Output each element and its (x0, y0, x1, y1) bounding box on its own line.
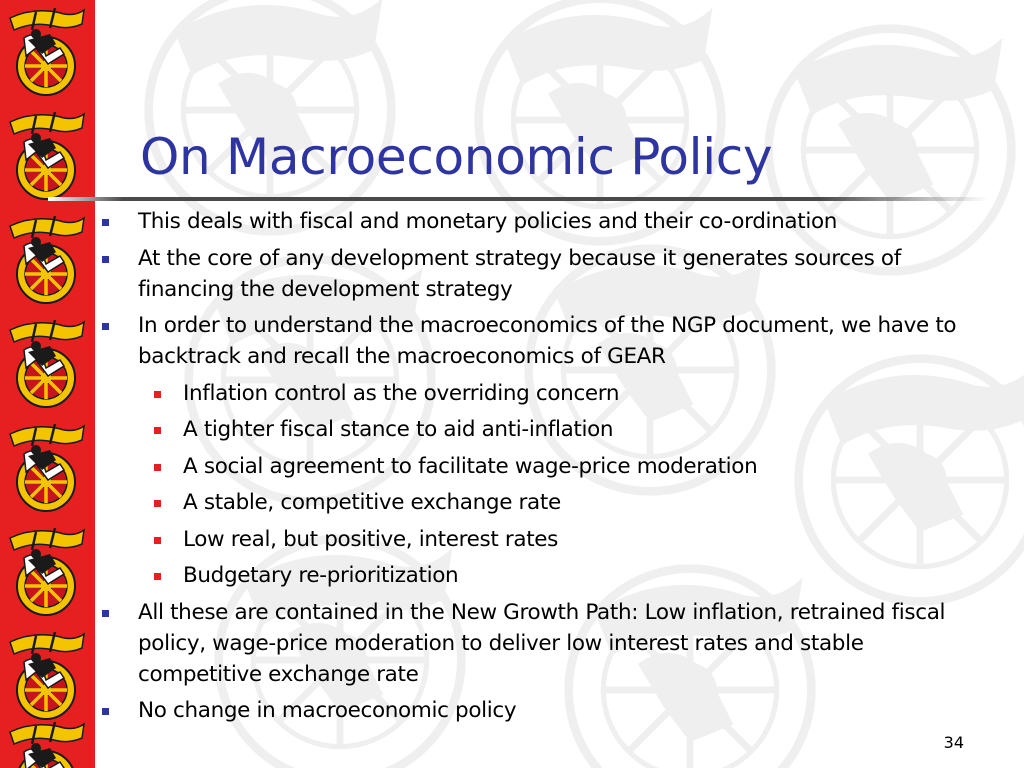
bullet-text: No change in macroeconomic policy (138, 698, 517, 723)
bullet-list (100, 206, 980, 732)
bullet-text: This deals with fiscal and monetary policies and their co-ordination (138, 209, 838, 234)
square-bullet-icon (102, 323, 109, 330)
bullet-text: Low real, but positive, interest rates (183, 526, 559, 552)
square-bullet-icon (154, 537, 161, 544)
bullet-text: At the core of any development strategy because it generates sources of financing the development strategy (138, 245, 901, 302)
cosatu-watermark-icon (140, 0, 400, 240)
page-number: 34 (943, 733, 964, 752)
cosatu-logo-icon (6, 628, 88, 722)
bullet-text: Inflation control as the overriding concern (183, 380, 620, 406)
bullet-item (100, 310, 980, 372)
sub-bullet-item (100, 378, 980, 409)
square-bullet-icon (102, 219, 109, 226)
bullet-text: A stable, competitive exchange rate (183, 490, 561, 515)
bullet-item (100, 206, 980, 237)
bullet-text: A tighter fiscal stance to aid anti-inflation (183, 417, 614, 442)
sub-bullet-item (100, 487, 980, 518)
bullet-item (100, 597, 980, 690)
square-bullet-icon (154, 391, 161, 398)
sidebar-logo-strip (0, 0, 95, 768)
sub-bullet-item (100, 524, 980, 555)
square-bullet-icon (102, 610, 109, 617)
square-bullet-icon (102, 708, 109, 715)
cosatu-logo-icon (6, 420, 88, 514)
square-bullet-icon (154, 500, 161, 507)
title-divider (48, 197, 988, 201)
bullet-text: A social agreement to facilitate wage-price moderation (183, 453, 758, 479)
bullet-text: All these are contained in the New Growth Path: Low inflation, retrained fiscal policy, wage-price moderation to deliver low interest rates and stable competitive exchange rate (138, 599, 946, 687)
square-bullet-icon (154, 573, 161, 580)
bullet-item (100, 695, 980, 726)
cosatu-logo-icon (6, 108, 88, 202)
bullet-text: Budgetary re-prioritization (183, 563, 459, 588)
cosatu-logo-icon (6, 718, 88, 768)
slide-title: On Macroeconomic Policy (140, 128, 773, 186)
square-bullet-icon (102, 256, 109, 263)
cosatu-logo-icon (6, 4, 88, 98)
square-bullet-icon (154, 427, 161, 434)
sub-bullet-item (100, 414, 980, 445)
square-bullet-icon (154, 464, 161, 471)
sub-bullet-item (100, 451, 980, 482)
sub-bullet-item (100, 560, 980, 591)
cosatu-logo-icon (6, 212, 88, 306)
bullet-text: In order to understand the macroeconomics of the NGP document, we have to backtrack and recall the macroeconomics of GEAR (138, 313, 957, 369)
cosatu-logo-icon (6, 316, 88, 410)
cosatu-logo-icon (6, 524, 88, 618)
bullet-item (100, 243, 980, 305)
